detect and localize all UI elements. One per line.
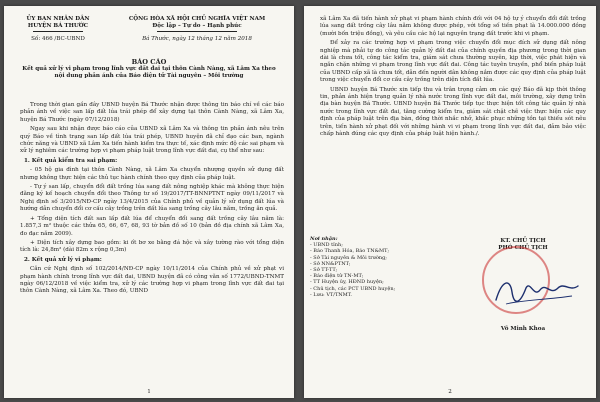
paragraph: - 05 hộ gia đình tại thôn Cành Nàng, xã Lâm Xa chuyển nhượng quyền sử dụng đất nhưng không thực hiện các thủ tục hành chính theo quy định của pháp luật. bbox=[20, 167, 284, 181]
national-motto bbox=[106, 16, 288, 43]
recipients-header: Nơi nhận: bbox=[310, 236, 338, 242]
document-subject: Kết quả xử lý vi phạm trong lĩnh vực đất đai tại thôn Cành Nàng, xã Lâm Xa theo nội dung phản ánh của Báo điện tử Tài nguyên – Môi trường bbox=[22, 66, 276, 79]
page2-body bbox=[320, 16, 586, 141]
recipient: - Chủ tịch, các PCT UBND huyện; bbox=[310, 285, 396, 292]
page-number: 2 bbox=[448, 389, 452, 395]
signer-title: KT. CHỦ TỊCH bbox=[500, 238, 546, 244]
recipient: - Lưu: VT/TNMT. bbox=[310, 291, 352, 298]
document-reference: Số: 466 /BC-UBND bbox=[31, 36, 85, 42]
paragraph: Để xảy ra các trường hợp vi phạm trong việc chuyển đổi mục đích sử dụng đất nông nghiệp mà phải tự do công tác quản lý đất đai của chính quyền địa phương trong thời gian dài là chưa tốt, công tác kiểm tra, giám sát chưa thường xuyên, kịp thời, việc phát hiện và ngăn chặn những vi phạm trong lĩnh vực đất đai. Công tác tuyên truyền, phổ biến pháp luật của UBND cấp xã là chưa tốt, dẫn đến người dân không nắm được các quy định của pháp luật trong việc chuyển đổi cơ cấu cây trồng trên diện tích đất lúa. bbox=[320, 40, 587, 84]
motto: Độc lập – Tự do – Hạnh phúc bbox=[152, 23, 242, 29]
paragraph: - Tự ý san lấp, chuyển đổi đất trồng lúa sang đất nông nghiệp khác mà không thực hiện đăng ký kế hoạch chuyển đổi theo Thông tư số 19/2017/TT-BNNPTNT ngày 09/11/2017 và Nghị định số 3/2015/NĐ-CP ngày 13/4/2015 của Chính phủ về quản lý sử dụng đất lúa và hướng dẫn chuyển đổi cơ cấu cây trồng trên đất lúa sang trồng cây lâu năm, trồng ăn quả. bbox=[20, 184, 284, 213]
recipient: - Sở NN&PTNT; bbox=[310, 260, 351, 267]
recipient: - Báo Thanh Hóa, Báo TN&MT; bbox=[310, 248, 390, 255]
place-date: Bá Thước, ngày 12 tháng 12 năm 2018 bbox=[142, 36, 252, 42]
paragraph: + Tổng diện tích đất san lấp đất lúa để chuyển đổi sang đất trồng cây lâu năm là: 1.857,3 m² thuộc các thửa 65, 66, 67, 68, 93 tờ bản đồ số 10 (bản đồ địa chính xã Lâm Xa, đo đạc năm 2009). bbox=[20, 215, 284, 237]
recipients-list bbox=[310, 236, 430, 298]
paragraph: UBND huyện Bá Thước xin tiếp thu và trân trọng cảm ơn các quý Báo đã kịp thời thông tin, phản ánh hiện trạng quản lý nhà nước trong lĩnh vực đất đai, môi trường, xây dựng trên địa bàn huyện Bá Thước. UBND huyện Bá Thước tiếp tục thực hiện tốt công tác quản lý nhà nước trong lĩnh vực đất đai, tăng cường kiểm tra, giám sát chặt chẽ việc thực hiện các quy định của pháp luật trên địa bàn, đồng thời nhắc nhở, khắc phục những tồn tại thiếu sót nêu trên, tiến hành xử phạt đối với những hành vi vi phạm trong lĩnh vực đất đai, đảm bảo việc chấp hành đúng các quy định của pháp luật hiện hành./. bbox=[320, 86, 586, 138]
divider bbox=[157, 31, 237, 32]
recipient: - UBND tỉnh; bbox=[310, 242, 343, 249]
agency-district: HUYỆN BÁ THƯỚC bbox=[27, 23, 89, 29]
document-header bbox=[10, 16, 288, 58]
document-title: BÁO CÁO bbox=[131, 58, 167, 66]
recipient: - Sở Tài nguyên & Môi trường; bbox=[310, 254, 387, 261]
document-page-1 bbox=[4, 6, 294, 398]
agency-name: ỦY BAN NHÂN DÂN bbox=[26, 16, 90, 22]
paragraph: Trong thời gian gần đây UBND huyện Bá Thước nhận được thông tin báo chí về các báo phản ánh về việc san lấp đất lúa trái phép để xây dựng tại thôn Cành Nàng, xã Lâm Xa, huyện Bá Thước (ngày 07/12/2018) bbox=[20, 102, 284, 123]
recipient: - Báo điện tử TN-MT; bbox=[310, 273, 364, 280]
page1-body bbox=[20, 102, 284, 298]
document-page-2 bbox=[304, 6, 596, 398]
signer-name: Võ Minh Khoa bbox=[500, 326, 546, 332]
paragraph: Ngay sau khi nhận được báo cáo của UBND xã Lâm Xa và thông tin phản ánh nêu trên quý Báo về tình trạng san lấp đất lúa trái phép, UBND huyện đã chỉ đạo các ban, ngành chức năng và UBND xã Lâm Xa tiến hành kiểm tra thực tế, xác định mức độ các sai phạm và xử lý nghiêm các trường hợp vi phạm pháp luật trong lĩnh vực đất đai, cụ thể như sau: bbox=[20, 126, 284, 155]
title-block bbox=[18, 58, 280, 80]
divider bbox=[33, 31, 83, 32]
signature-block bbox=[310, 236, 590, 386]
section-heading: 1. Kết quả kiểm tra sai phạm: bbox=[24, 157, 118, 164]
recipient: - Sở TT-TT; bbox=[310, 267, 338, 274]
page-number: 1 bbox=[147, 389, 151, 395]
paragraph: + Diện tích xây dựng bao gồm: ki ốt bơ xe bằng đá hộc và xây tường rào với tổng diện tích là: 24,8m² (dài 82m x rộng 0,3m) bbox=[20, 239, 284, 254]
issuing-agency bbox=[10, 16, 106, 43]
section-heading: 2. Kết quả xử lý vi phạm: bbox=[24, 256, 102, 263]
signer bbox=[458, 238, 588, 332]
signer-position: PHÓ CHỦ TỊCH bbox=[498, 245, 548, 251]
paragraph: xã Lâm Xa đã tiến hành xử phạt vi phạm hành chính đối với 04 hộ tự ý chuyển đổi đất trồng lúa sang đất trồng cây lâu năm không được phép, với tổng số tiền phạt là 14.000.000 đồng (mười bốn triệu đồng), và yêu cầu các hộ lại nguyên trạng đất trước khi vi phạm. bbox=[320, 16, 586, 37]
paragraph: Căn cứ Nghị định số 102/2014/NĐ-CP ngày 10/11/2014 của Chính phủ về xử phạt vi phạm hành chính trong lĩnh vực đất đai, UBND huyện đã có công văn số 1772/UBND-TNMT ngày 06/12/2018 về việc kiểm tra, xử lý các trường hợp vi phạm trong lĩnh vực đất đai tại thôn Cành Nàng, xã Lâm Xa. Theo đó, UBND bbox=[20, 266, 284, 295]
nation-name: CỘNG HÒA XÃ HỘI CHỦ NGHĨA VIỆT NAM bbox=[128, 16, 266, 22]
handwritten-signature bbox=[492, 274, 582, 310]
recipient: - TT Huyện ủy, HĐND huyện; bbox=[310, 279, 384, 286]
